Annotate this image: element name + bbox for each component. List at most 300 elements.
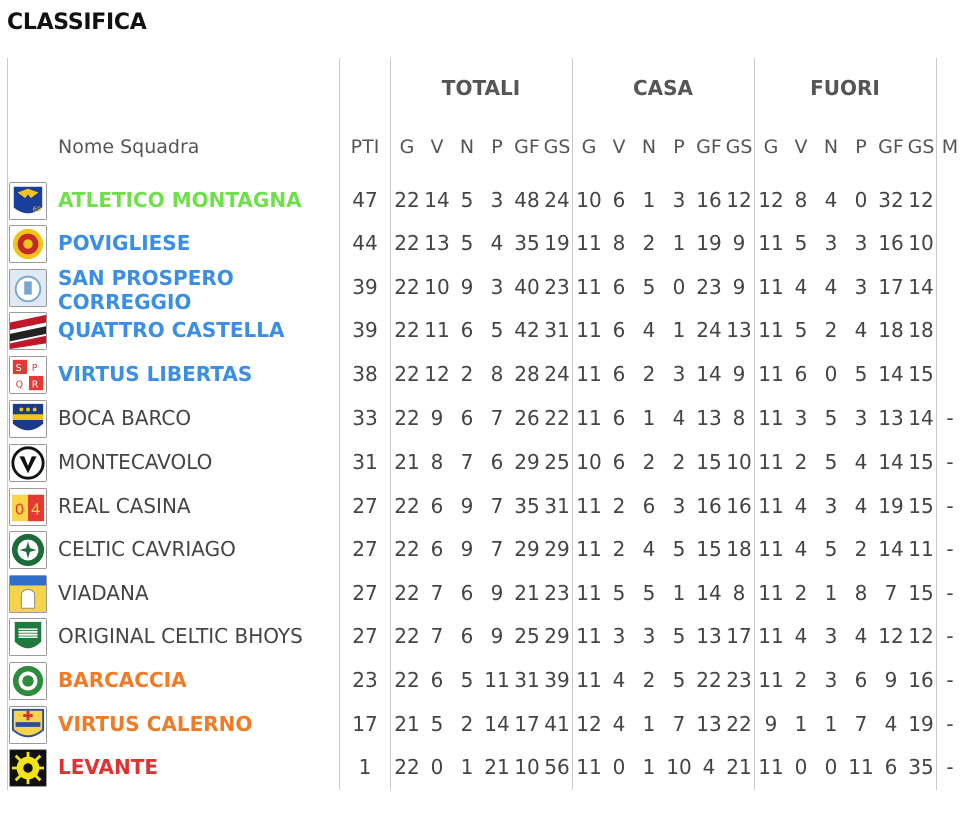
- stat-cell-casa-g: 11: [576, 537, 602, 561]
- stat-cell-casa-v: 6: [612, 275, 626, 299]
- stat-cell-casa-g: 10: [576, 450, 602, 474]
- stat-cell-tot-gs: 29: [544, 537, 570, 561]
- stat-cell-casa-v: 3: [612, 624, 626, 648]
- team-logo-icon: [9, 531, 47, 569]
- stat-cell-casa-n: 1: [642, 712, 656, 736]
- stat-cell-casa-gs: 9: [732, 231, 746, 255]
- stat-cell-tot-gf: 29: [514, 450, 540, 474]
- stat-cell-fuori-gf: 13: [878, 406, 904, 430]
- team-name-link[interactable]: ATLETICO MONTAGNA: [58, 188, 302, 212]
- team-logo-icon: [9, 618, 47, 656]
- table-row: [0, 573, 954, 616]
- stat-cell-fuori-p: 4: [854, 450, 868, 474]
- stat-cell-fuori-gs: 16: [908, 668, 934, 692]
- stat-cell-tot-gf: 31: [514, 668, 540, 692]
- stat-cell-tot-n: 5: [460, 668, 474, 692]
- stat-cell-tot-n: 7: [460, 450, 474, 474]
- standings-table: [0, 58, 959, 790]
- stat-cell-tot-gs: 39: [544, 668, 570, 692]
- stat-cell-tot-p: 3: [490, 188, 504, 212]
- points-cell: 31: [352, 450, 378, 474]
- stat-cell-casa-g: 11: [576, 494, 602, 518]
- stat-cell-fuori-gf: 12: [878, 624, 904, 648]
- stat-cell-casa-g: 11: [576, 624, 602, 648]
- stat-cell-casa-g: 11: [576, 362, 602, 386]
- stat-cell-tot-g: 22: [394, 318, 420, 342]
- stat-cell-fuori-g: 11: [758, 362, 784, 386]
- stat-cell-tot-gs: 24: [544, 188, 570, 212]
- stat-cell-tot-v: 0: [430, 755, 444, 779]
- table-row: [0, 180, 950, 223]
- stat-cell-casa-n: 1: [642, 755, 656, 779]
- extra-cell: -: [946, 581, 954, 605]
- page-title: CLASSIFICA: [7, 10, 147, 35]
- stat-cell-casa-p: 3: [672, 362, 686, 386]
- stat-cell-tot-p: 21: [484, 755, 510, 779]
- stat-cell-tot-n: 6: [460, 581, 474, 605]
- stat-cell-tot-gf: 42: [514, 318, 540, 342]
- team-name-link: REAL CASINA: [58, 494, 191, 518]
- subheader-g: G: [399, 136, 415, 158]
- stat-cell-tot-p: 7: [490, 494, 504, 518]
- stat-cell-casa-p: 5: [672, 624, 686, 648]
- stat-cell-fuori-p: 8: [854, 581, 868, 605]
- stat-cell-casa-n: 5: [642, 275, 656, 299]
- svg-text:Q: Q: [15, 379, 24, 391]
- stat-cell-fuori-v: 4: [794, 624, 808, 648]
- stat-cell-tot-gs: 56: [544, 755, 570, 779]
- svg-text:R: R: [31, 379, 39, 391]
- stat-cell-fuori-p: 6: [854, 668, 868, 692]
- team-logo-icon: [9, 269, 47, 307]
- subheader-gf: GF: [696, 136, 722, 158]
- team-logo-icon: [9, 400, 47, 438]
- stat-cell-tot-p: 7: [490, 537, 504, 561]
- stat-cell-casa-v: 0: [612, 755, 626, 779]
- team-name-link[interactable]: QUATTRO CASTELLA: [58, 318, 285, 342]
- stat-cell-fuori-gf: 17: [878, 275, 904, 299]
- stat-cell-tot-g: 22: [394, 406, 420, 430]
- stat-cell-casa-gs: 8: [732, 406, 746, 430]
- team-logo-icon: [9, 356, 47, 394]
- stat-cell-casa-v: 6: [612, 188, 626, 212]
- stat-cell-casa-v: 2: [612, 494, 626, 518]
- stat-cell-casa-n: 4: [642, 537, 656, 561]
- stat-cell-fuori-v: 2: [794, 581, 808, 605]
- stat-cell-tot-v: 6: [430, 494, 444, 518]
- stat-cell-fuori-gs: 19: [908, 712, 934, 736]
- stat-cell-fuori-v: 5: [794, 231, 808, 255]
- stat-cell-casa-gs: 16: [726, 494, 752, 518]
- table-row: [0, 616, 954, 659]
- extra-cell: -: [946, 712, 954, 736]
- svg-text:S: S: [15, 363, 22, 375]
- stat-cell-tot-gs: 24: [544, 362, 570, 386]
- subheader-p: P: [673, 136, 685, 158]
- stat-cell-tot-gf: 48: [514, 188, 540, 212]
- stat-cell-fuori-g: 11: [758, 275, 784, 299]
- stat-cell-casa-g: 11: [576, 231, 602, 255]
- stat-cell-casa-g: 12: [576, 712, 602, 736]
- stat-cell-fuori-v: 2: [794, 668, 808, 692]
- stat-cell-tot-g: 22: [394, 494, 420, 518]
- svg-text:69: 69: [32, 205, 42, 214]
- stat-cell-casa-n: 5: [642, 581, 656, 605]
- points-cell: 17: [352, 712, 378, 736]
- table-row: [0, 266, 950, 314]
- stat-cell-fuori-n: 2: [824, 318, 838, 342]
- extra-cell: -: [946, 624, 954, 648]
- stat-cell-casa-v: 2: [612, 537, 626, 561]
- team-logo-icon: [9, 225, 47, 263]
- stat-cell-fuori-g: 9: [764, 712, 778, 736]
- stat-cell-casa-n: 2: [642, 231, 656, 255]
- stat-cell-tot-n: 6: [460, 318, 474, 342]
- stat-cell-casa-p: 7: [672, 712, 686, 736]
- stat-cell-tot-v: 5: [430, 712, 444, 736]
- stat-cell-fuori-v: 4: [794, 537, 808, 561]
- stat-cell-tot-gf: 28: [514, 362, 540, 386]
- stat-cell-casa-gf: 15: [696, 537, 722, 561]
- stat-cell-fuori-g: 11: [758, 755, 784, 779]
- stat-cell-casa-v: 4: [612, 668, 626, 692]
- subheader-gf: GF: [514, 136, 540, 158]
- stat-cell-casa-v: 6: [612, 362, 626, 386]
- table-row: [0, 223, 950, 266]
- stat-cell-fuori-g: 11: [758, 406, 784, 430]
- points-cell: 44: [352, 231, 378, 255]
- extra-cell: -: [946, 537, 954, 561]
- stat-cell-casa-gs: 10: [726, 450, 752, 474]
- stat-cell-fuori-n: 0: [824, 755, 838, 779]
- stat-cell-fuori-g: 11: [758, 668, 784, 692]
- stat-cell-tot-n: 9: [460, 537, 474, 561]
- stat-cell-fuori-p: 4: [854, 624, 868, 648]
- stat-cell-tot-v: 7: [430, 581, 444, 605]
- stat-cell-tot-v: 10: [424, 275, 450, 299]
- stat-cell-fuori-gf: 7: [884, 581, 898, 605]
- team-name-link: MONTECAVOLO: [58, 450, 213, 474]
- subheader-p: P: [855, 136, 867, 158]
- stat-cell-tot-p: 9: [490, 581, 504, 605]
- points-cell: 38: [352, 362, 378, 386]
- svg-text:0: 0: [14, 500, 25, 519]
- stat-cell-tot-n: 9: [460, 275, 474, 299]
- stat-cell-casa-p: 4: [672, 406, 686, 430]
- points-cell: 27: [352, 581, 378, 605]
- stat-cell-tot-gf: 10: [514, 755, 540, 779]
- subheader-p: P: [491, 136, 503, 158]
- stat-cell-casa-n: 3: [642, 624, 656, 648]
- stat-cell-casa-n: 2: [642, 450, 656, 474]
- stat-cell-tot-g: 22: [394, 362, 420, 386]
- stat-cell-fuori-gs: 15: [908, 581, 934, 605]
- stat-cell-fuori-gs: 14: [908, 275, 934, 299]
- stat-cell-tot-n: 6: [460, 406, 474, 430]
- stat-cell-tot-v: 13: [424, 231, 450, 255]
- stat-cell-casa-v: 5: [612, 581, 626, 605]
- team-name-link: ORIGINAL CELTIC BHOYS: [58, 624, 303, 648]
- stat-cell-casa-v: 8: [612, 231, 626, 255]
- stat-cell-fuori-n: 1: [824, 712, 838, 736]
- stat-cell-fuori-gs: 15: [908, 494, 934, 518]
- subheader-v: V: [612, 136, 626, 158]
- stat-cell-fuori-n: 3: [824, 231, 838, 255]
- points-cell: 27: [352, 537, 378, 561]
- stat-cell-tot-gf: 29: [514, 537, 540, 561]
- stat-cell-fuori-gs: 12: [908, 624, 934, 648]
- stat-cell-fuori-gs: 11: [908, 537, 934, 561]
- stat-cell-fuori-p: 0: [854, 188, 868, 212]
- subheader-gs: GS: [907, 136, 935, 158]
- stat-cell-fuori-g: 11: [758, 537, 784, 561]
- stat-cell-tot-p: 4: [490, 231, 504, 255]
- points-cell: 27: [352, 494, 378, 518]
- stat-cell-fuori-g: 11: [758, 624, 784, 648]
- stat-cell-tot-n: 6: [460, 624, 474, 648]
- extra-column-header: M: [941, 136, 959, 158]
- subheader-g: G: [763, 136, 779, 158]
- subheader-gs: GS: [543, 136, 571, 158]
- stat-cell-fuori-gf: 16: [878, 231, 904, 255]
- team-name-link: VIADANA: [58, 581, 149, 605]
- subheader-n: N: [459, 136, 475, 158]
- points-cell: 47: [352, 188, 378, 212]
- stat-cell-casa-g: 11: [576, 581, 602, 605]
- points-cell: 39: [352, 275, 378, 299]
- stat-cell-fuori-g: 12: [758, 188, 784, 212]
- stat-cell-fuori-gf: 14: [878, 450, 904, 474]
- stat-cell-casa-gf: 23: [696, 275, 722, 299]
- stat-cell-fuori-p: 4: [854, 318, 868, 342]
- stat-cell-casa-n: 1: [642, 188, 656, 212]
- stat-cell-fuori-gf: 19: [878, 494, 904, 518]
- stat-cell-tot-gf: 21: [514, 581, 540, 605]
- stat-cell-tot-gs: 19: [544, 231, 570, 255]
- stat-cell-fuori-gs: 18: [908, 318, 934, 342]
- stat-cell-fuori-p: 7: [854, 712, 868, 736]
- stat-cell-casa-gf: 16: [696, 494, 722, 518]
- stat-cell-casa-g: 11: [576, 755, 602, 779]
- stat-cell-fuori-gf: 9: [884, 668, 898, 692]
- group-header-totali: TOTALI: [441, 76, 521, 100]
- stat-cell-tot-gf: 26: [514, 406, 540, 430]
- team-logo-icon: [9, 575, 47, 613]
- stat-cell-tot-p: 11: [484, 668, 510, 692]
- stat-cell-fuori-g: 11: [758, 318, 784, 342]
- stat-cell-fuori-v: 5: [794, 318, 808, 342]
- stat-cell-casa-gf: 24: [696, 318, 722, 342]
- stat-cell-fuori-g: 11: [758, 494, 784, 518]
- stat-cell-fuori-p: 3: [854, 406, 868, 430]
- svg-text:P: P: [31, 363, 38, 375]
- stat-cell-fuori-gs: 10: [908, 231, 934, 255]
- stat-cell-casa-gf: 16: [696, 188, 722, 212]
- team-logo-icon: [9, 444, 47, 482]
- stat-cell-casa-gs: 9: [732, 275, 746, 299]
- stat-cell-tot-p: 8: [490, 362, 504, 386]
- table-row: [0, 529, 954, 572]
- stat-cell-fuori-v: 1: [794, 712, 808, 736]
- table-row: [0, 354, 950, 397]
- stat-cell-fuori-n: 4: [824, 275, 838, 299]
- stat-cell-fuori-gf: 18: [878, 318, 904, 342]
- stat-cell-tot-v: 6: [430, 537, 444, 561]
- team-name-link: CELTIC CAVRIAGO: [58, 537, 236, 561]
- stat-cell-tot-p: 7: [490, 406, 504, 430]
- stat-cell-fuori-n: 3: [824, 668, 838, 692]
- team-name-link[interactable]: VIRTUS CALERNO: [58, 712, 253, 736]
- stat-cell-fuori-gs: 15: [908, 450, 934, 474]
- stat-cell-casa-gs: 9: [732, 362, 746, 386]
- stat-cell-fuori-n: 3: [824, 494, 838, 518]
- stat-cell-tot-n: 5: [460, 188, 474, 212]
- stat-cell-casa-gs: 18: [726, 537, 752, 561]
- stat-cell-fuori-g: 11: [758, 450, 784, 474]
- stat-cell-tot-v: 11: [424, 318, 450, 342]
- stat-cell-fuori-gf: 32: [878, 188, 904, 212]
- subheader-g: G: [581, 136, 597, 158]
- group-header-fuori: FUORI: [810, 76, 880, 100]
- stat-cell-casa-p: 1: [672, 581, 686, 605]
- extra-cell: -: [946, 494, 954, 518]
- team-logo-icon: [9, 182, 47, 220]
- team-name-link[interactable]: SAN PROSPERO CORREGGIO: [58, 266, 234, 314]
- stat-cell-casa-gs: 12: [726, 188, 752, 212]
- stat-cell-tot-n: 9: [460, 494, 474, 518]
- extra-cell: -: [946, 450, 954, 474]
- stat-cell-fuori-n: 4: [824, 188, 838, 212]
- stat-cell-fuori-gs: 14: [908, 406, 934, 430]
- stat-cell-tot-gs: 23: [544, 275, 570, 299]
- stat-cell-fuori-g: 11: [758, 581, 784, 605]
- extra-cell: -: [946, 406, 954, 430]
- subheader-v: V: [794, 136, 808, 158]
- stat-cell-casa-gs: 21: [726, 755, 752, 779]
- team-logo-icon: [9, 749, 47, 787]
- stat-cell-fuori-v: 3: [794, 406, 808, 430]
- stat-cell-casa-n: 2: [642, 362, 656, 386]
- table-row: [0, 398, 954, 441]
- stat-cell-tot-p: 5: [490, 318, 504, 342]
- points-cell: 33: [352, 406, 378, 430]
- stat-cell-fuori-v: 8: [794, 188, 808, 212]
- points-cell: 39: [352, 318, 378, 342]
- stat-cell-casa-p: 3: [672, 494, 686, 518]
- stat-cell-casa-gf: 14: [696, 362, 722, 386]
- stat-cell-casa-p: 1: [672, 231, 686, 255]
- stat-cell-fuori-p: 11: [848, 755, 874, 779]
- stat-cell-fuori-p: 3: [854, 231, 868, 255]
- stat-cell-casa-p: 0: [672, 275, 686, 299]
- stat-cell-fuori-v: 4: [794, 275, 808, 299]
- stat-cell-fuori-n: 3: [824, 624, 838, 648]
- stat-cell-casa-n: 2: [642, 668, 656, 692]
- stat-cell-tot-v: 9: [430, 406, 444, 430]
- stat-cell-fuori-v: 6: [794, 362, 808, 386]
- group-header-casa: CASA: [632, 76, 694, 100]
- svg-text:4: 4: [30, 500, 41, 519]
- stat-cell-casa-gf: 13: [696, 624, 722, 648]
- stat-cell-tot-gs: 31: [544, 318, 570, 342]
- stat-cell-tot-gs: 23: [544, 581, 570, 605]
- stat-cell-tot-gf: 40: [514, 275, 540, 299]
- stat-cell-casa-v: 6: [612, 450, 626, 474]
- stat-cell-casa-g: 11: [576, 668, 602, 692]
- stat-cell-tot-v: 8: [430, 450, 444, 474]
- team-logo-icon: [9, 662, 47, 700]
- stat-cell-fuori-n: 5: [824, 450, 838, 474]
- table-row: [0, 310, 950, 353]
- stat-cell-casa-gf: 22: [696, 668, 722, 692]
- stat-cell-casa-v: 6: [612, 406, 626, 430]
- stat-cell-tot-gs: 22: [544, 406, 570, 430]
- team-logo-icon: [9, 312, 47, 350]
- stat-cell-tot-gf: 35: [514, 231, 540, 255]
- subheader-v: V: [430, 136, 444, 158]
- stat-cell-fuori-gf: 14: [878, 362, 904, 386]
- team-name-link[interactable]: BARCACCIA: [58, 668, 187, 692]
- stat-cell-casa-gf: 13: [696, 712, 722, 736]
- stat-cell-tot-g: 21: [394, 450, 420, 474]
- subheader-n: N: [823, 136, 839, 158]
- stat-cell-tot-g: 22: [394, 755, 420, 779]
- stat-cell-casa-gs: 8: [732, 581, 746, 605]
- team-name-link: BOCA BARCO: [58, 406, 192, 430]
- stat-cell-tot-v: 7: [430, 624, 444, 648]
- stat-cell-casa-p: 1: [672, 318, 686, 342]
- team-name-link[interactable]: LEVANTE: [58, 755, 159, 779]
- stat-cell-fuori-gs: 35: [908, 755, 934, 779]
- subheader-gs: GS: [725, 136, 753, 158]
- stat-cell-tot-g: 22: [394, 231, 420, 255]
- team-logo-icon: [9, 706, 47, 744]
- stat-cell-tot-gf: 17: [514, 712, 540, 736]
- stat-cell-fuori-p: 2: [854, 537, 868, 561]
- stat-cell-tot-gs: 41: [544, 712, 570, 736]
- stat-cell-casa-g: 10: [576, 188, 602, 212]
- extra-cell: -: [946, 668, 954, 692]
- stat-cell-casa-gf: 19: [696, 231, 722, 255]
- stat-cell-casa-n: 4: [642, 318, 656, 342]
- stat-cell-fuori-n: 0: [824, 362, 838, 386]
- stat-cell-tot-p: 6: [490, 450, 504, 474]
- extra-cell: -: [946, 755, 954, 779]
- stat-cell-tot-g: 22: [394, 668, 420, 692]
- stat-cell-casa-p: 10: [666, 755, 692, 779]
- stat-cell-fuori-gf: 4: [884, 712, 898, 736]
- team-name-link[interactable]: POVIGLIESE: [58, 231, 191, 255]
- stat-cell-casa-gf: 13: [696, 406, 722, 430]
- stat-cell-casa-g: 11: [576, 318, 602, 342]
- stat-cell-casa-gf: 14: [696, 581, 722, 605]
- stat-cell-fuori-v: 0: [794, 755, 808, 779]
- stat-cell-fuori-g: 11: [758, 231, 784, 255]
- stat-cell-casa-p: 5: [672, 537, 686, 561]
- stat-cell-tot-g: 22: [394, 275, 420, 299]
- team-column-header: Nome Squadra: [58, 136, 200, 158]
- stat-cell-tot-v: 12: [424, 362, 450, 386]
- stat-cell-tot-v: 6: [430, 668, 444, 692]
- team-logo-icon: [9, 488, 47, 526]
- points-cell: 23: [352, 668, 378, 692]
- stat-cell-casa-p: 2: [672, 450, 686, 474]
- subheader-n: N: [641, 136, 657, 158]
- stat-cell-casa-g: 11: [576, 406, 602, 430]
- team-name-link[interactable]: VIRTUS LIBERTAS: [58, 362, 253, 386]
- subheader-gf: GF: [878, 136, 904, 158]
- stat-cell-tot-v: 14: [424, 188, 450, 212]
